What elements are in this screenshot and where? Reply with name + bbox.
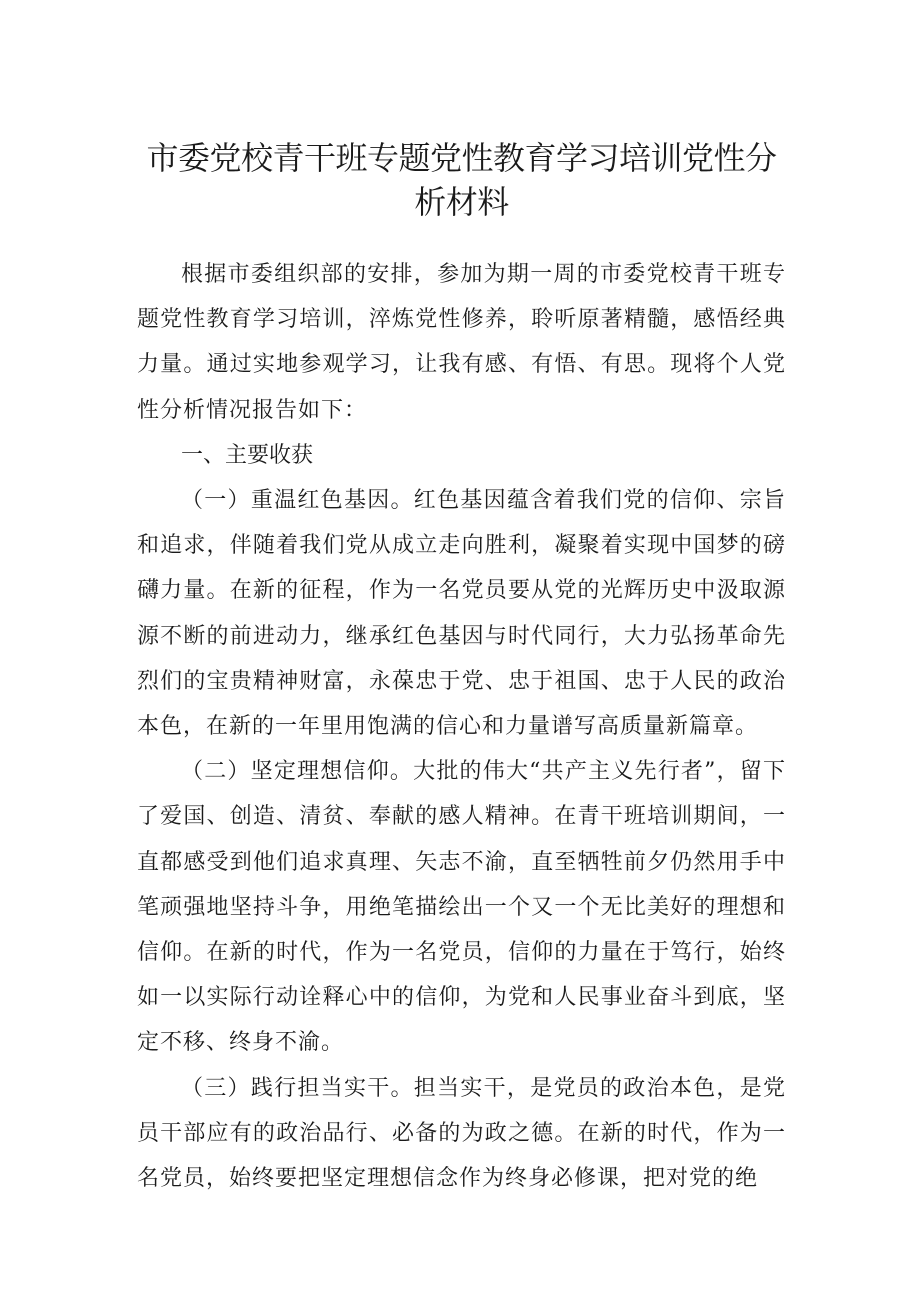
document-title: 市委党校青干班专题党性教育学习培训党性分析材料 bbox=[146, 139, 777, 221]
paragraph-responsibility: （三）践行担当实干。担当实干，是党员的政治本色，是党员干部应有的政治品行、必备的为政之德。在新的时代，作为一名党员，始终要把坚定理想信念作为终身必修课，把对党的绝 bbox=[137, 1075, 786, 1192]
paragraph-ideals-faith: （二）坚定理想信仰。大批的伟大“共产主义先行者”，留下了爱国、创造、清贫、奉献的感人精神。在青干班培训期间，一直都感受到他们追求真理、矢志不渝，直至牺牲前夕仍然用手中笔顽强地坚持斗争，用绝笔描绘出一个又一个无比美好的理想和信仰。在新的时代，作为一名党员，信仰的力量在于笃行，始终如一以实际行动诠释心中的信仰，为党和人民事业奋斗到底，坚定不移、终身不渝。 bbox=[137, 759, 786, 1056]
intro-paragraph: 根据市委组织部的安排，参加为期一周的市委党校青干班专题党性教育学习培训，淬炼党性修养，聆听原著精髓，感悟经典力量。通过实地参观学习，让我有感、有悟、有思。现将个人党性分析情况报告如下： bbox=[137, 262, 786, 423]
section-heading-main-gains: 一、主要收获 bbox=[181, 442, 314, 468]
document-body bbox=[137, 252, 786, 1201]
paragraph-red-gene: （一）重温红色基因。红色基因蕴含着我们党的信仰、宗旨和追求，伴随着我们党从成立走向胜利，凝聚着实现中国梦的磅礴力量。在新的征程，作为一名党员要从党的光辉历史中汲取源源不断的前进动力，继承红色基因与时代同行，大力弘扬革命先烈们的宝贵精神财富，永葆忠于党、忠于祖国、忠于人民的政治本色，在新的一年里用饱满的信心和力量谱写高质量新篇章。 bbox=[137, 488, 786, 740]
